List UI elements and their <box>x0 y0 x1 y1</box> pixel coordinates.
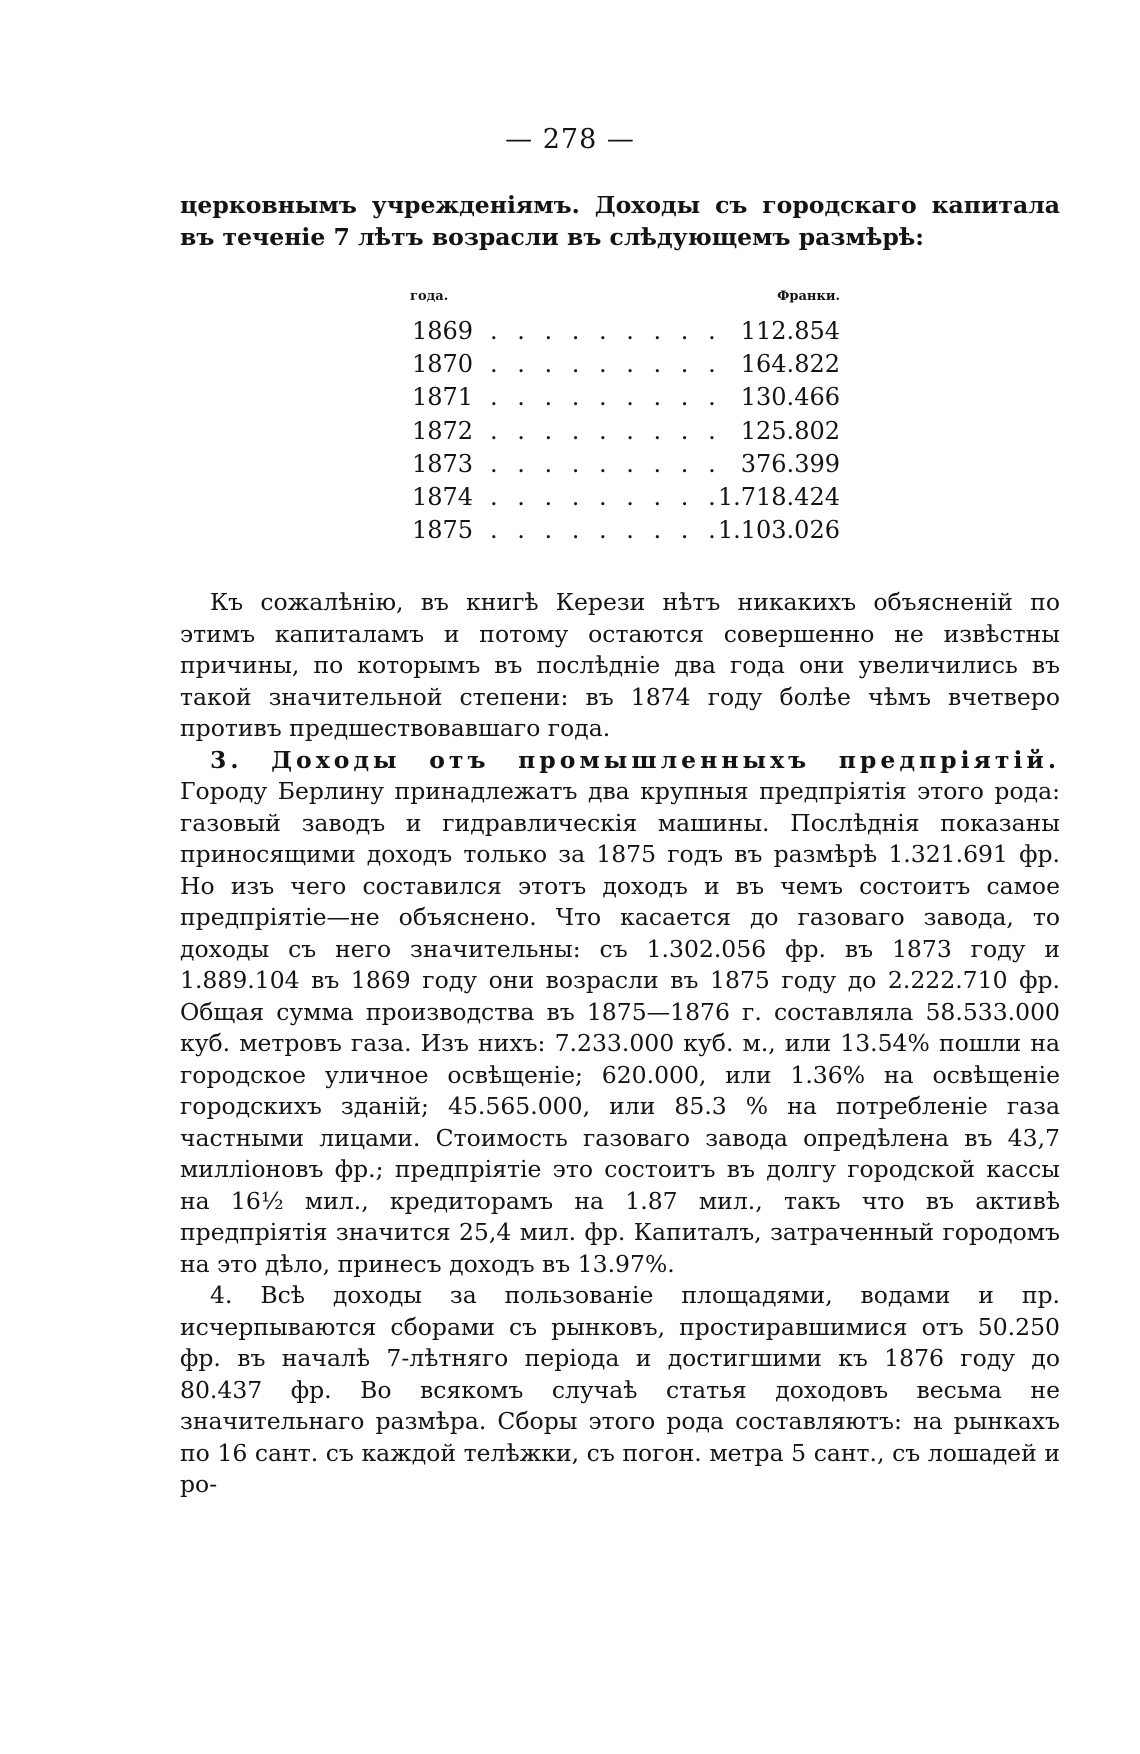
table-header <box>380 283 840 315</box>
leader-dots: . . . . . . . . . <box>490 317 722 345</box>
row-year: 1869 <box>412 317 474 345</box>
page-number: — 278 — <box>505 124 635 155</box>
row-value: 1.718.424 <box>717 482 840 511</box>
paragraph-industrial-enterprises <box>180 745 1060 1281</box>
table-row <box>380 381 840 414</box>
header-year: года. <box>410 289 449 304</box>
table-row <box>380 481 840 514</box>
leader-dots: . . . . . . . . . <box>490 416 722 445</box>
paragraph-market-fees: 4. Всѣ доходы за пользованіе площадями, водами и пр. исчерпываются сборами съ рынковъ, простиравшимися отъ 50.250 фр. въ началѣ 7-лѣтняго періода и достигшими къ 1876 году до 80.437 фр. Во всякомъ случаѣ статья доходовъ весьма не значительнаго размѣра. Сборы этого рода составляютъ: на рынкахъ по 16 сант. съ каждой телѣжки, съ погон. метра 5 сант., съ лошадей и ро- <box>180 1281 1060 1498</box>
income-table <box>380 283 840 547</box>
leader-dots: . . . . . . . . . <box>490 449 722 478</box>
section-heading-industrial: 3. Доходы отъ промышленныхъ предпріятій. <box>210 745 1060 774</box>
row-year: 1873 <box>412 449 474 478</box>
row-value: 112.854 <box>740 317 840 345</box>
body-text <box>180 587 1060 1501</box>
table-row <box>380 514 840 547</box>
row-year: 1875 <box>412 516 474 545</box>
table-row <box>380 348 840 381</box>
row-value: 125.802 <box>740 416 840 445</box>
row-year: 1872 <box>412 416 474 445</box>
table-row <box>380 448 840 481</box>
paragraph-industrial-body: Городу Берлину принадлежатъ два крупныя предпріятія этого рода: газовый заводъ и гидравлическія машины. Послѣднія показаны приносящими доходъ только за 1875 годъ въ размѣрѣ 1.321.691 фр. Но изъ чего составился этотъ доходъ и въ чемъ состоитъ самое предпріятіе—не объяснено. Что касается до газоваго завода, то доходы съ него значительны: съ 1.302.056 фр. въ 1873 году и 1.889.104 въ 1869 году они возрасли въ 1875 году до 2.222.710 фр. Общая сумма производства въ 1875—1876 г. составляла 58.533.000 куб. метровъ газа. Изъ нихъ: 7.233.000 куб. м., или 13.54% пошли на городское уличное освѣщеніе; 620.000, или 1.36% на освѣщеніе городскихъ зданій; 45.565.000, или 85.3 % на потребленіе газа частными лицами. Стоимость газоваго завода опредѣлена въ 43,7 милліоновъ фр.; предпріятіе это состоитъ въ долгу городской кассы на 16½ мил., кредиторамъ на 1.87 мил., такъ что въ активѣ предпріятія значится 25,4 мил. фр. Капиталъ, затраченный городомъ на это дѣло, принесъ доходъ въ 13.97%. <box>180 777 1060 1278</box>
header-francs: Франки. <box>777 289 840 304</box>
leader-dots: . . . . . . . . . <box>490 482 722 511</box>
leader-dots: . . . . . . . . . <box>490 516 722 545</box>
row-value: 130.466 <box>740 383 840 412</box>
row-value: 164.822 <box>740 350 840 379</box>
table-row <box>380 415 840 448</box>
intro-text <box>180 190 1060 253</box>
paragraph-capitals: Къ сожалѣнію, въ книгѣ Керези нѣтъ никакихъ объясненій по этимъ капиталамъ и потому остаются совершенно не извѣстны причины, по которымъ въ послѣдніе два года они увеличились въ такой значительной степени: въ 1874 году болѣе чѣмъ вчетверо противъ предшествовавшаго года. <box>180 588 1060 742</box>
row-year: 1870 <box>412 350 474 379</box>
table-row <box>380 315 840 348</box>
row-year: 1874 <box>412 482 474 511</box>
leader-dots: . . . . . . . . . <box>490 350 722 379</box>
intro-paragraph: церковнымъ учрежденіямъ. Доходы съ городскаго капитала въ теченіе 7 лѣтъ возрасли въ слѣдующемъ размѣрѣ: <box>180 191 1060 251</box>
row-year: 1871 <box>412 383 474 412</box>
row-value: 376.399 <box>740 449 840 478</box>
row-value: 1.103.026 <box>717 516 840 545</box>
leader-dots: . . . . . . . . . <box>490 383 722 412</box>
